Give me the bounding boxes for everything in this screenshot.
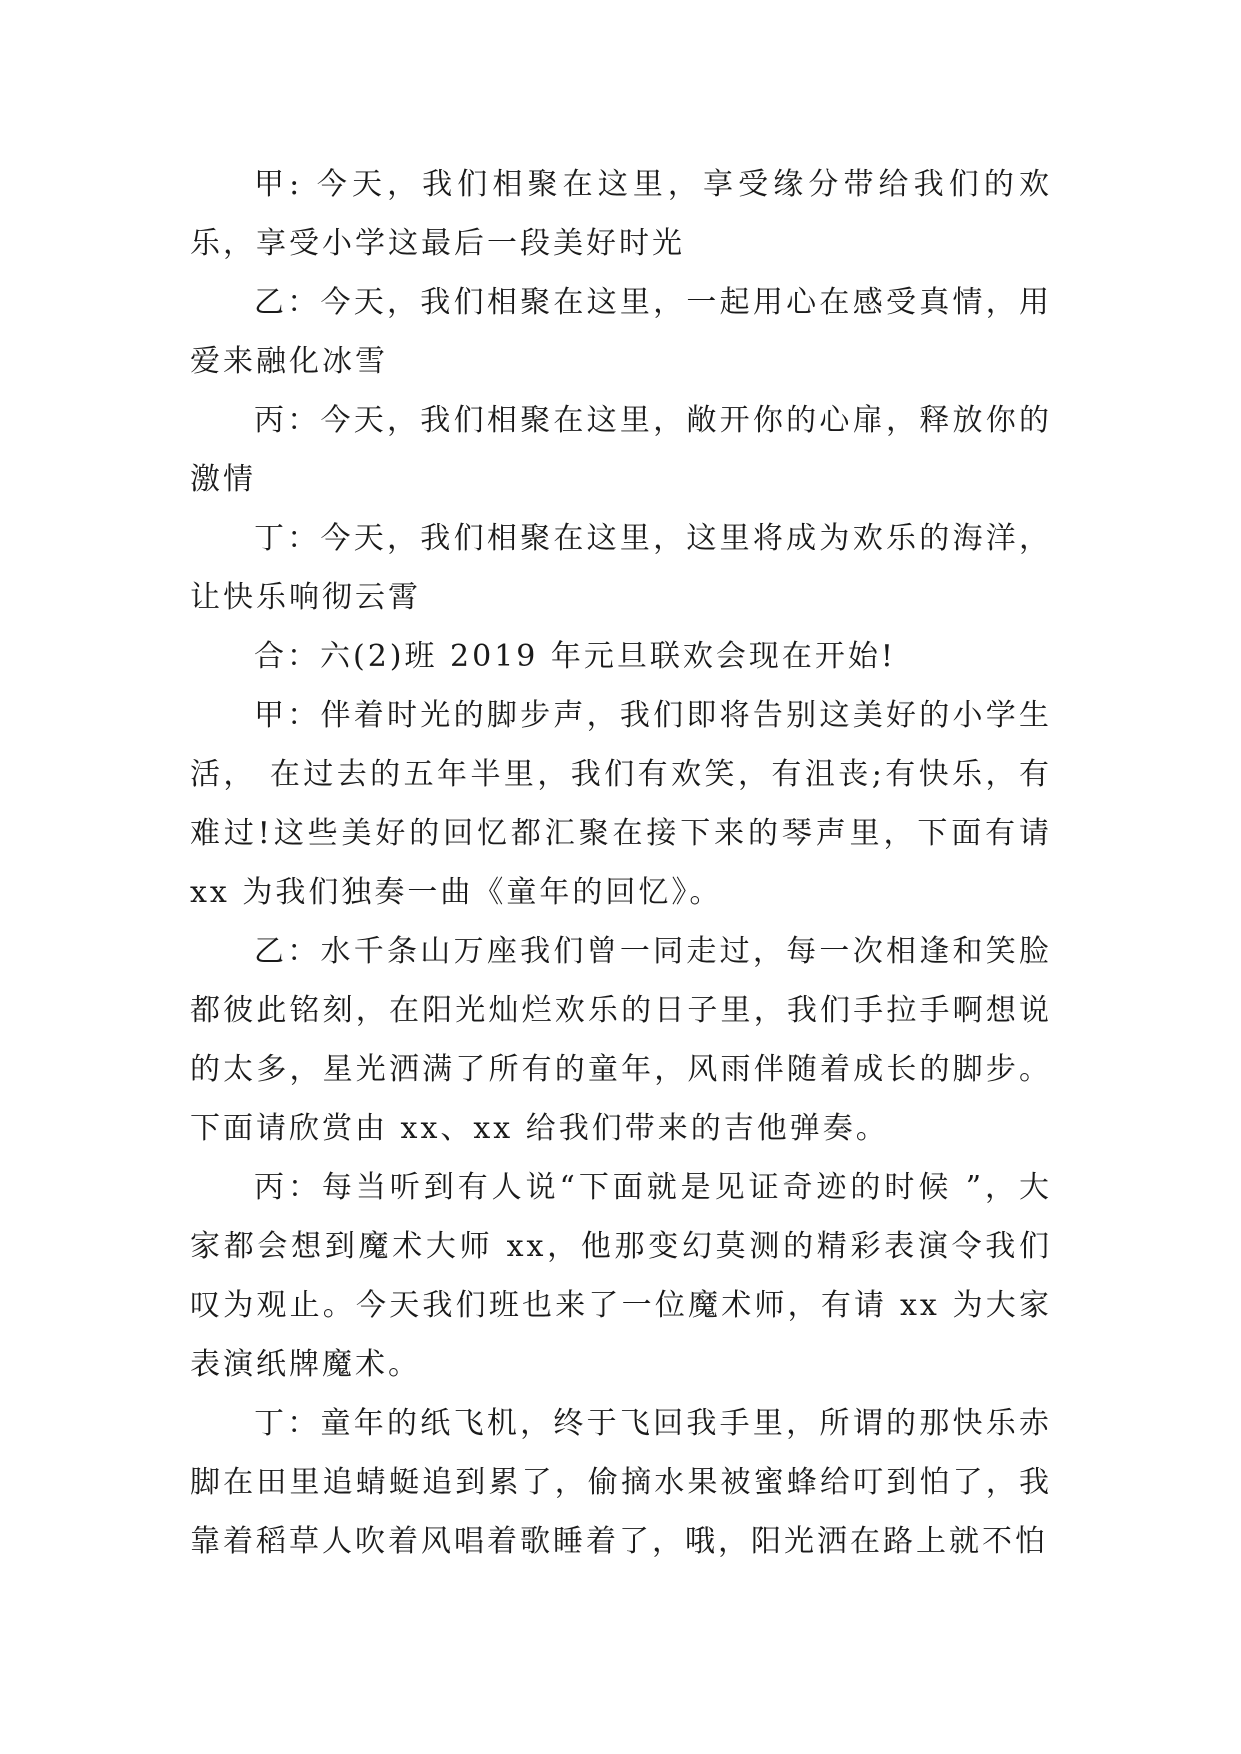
paragraph-jia-opening: 甲: 今天，我们相聚在这里，享受缘分带给我们的欢乐，享受小学这最后一段美好时光 [190, 167, 1052, 261]
paragraph-all-announcement: 合：六(2)班 2019 年元旦联欢会现在开始! [254, 639, 896, 674]
paragraph-yi-guitar: 乙：水千条山万座我们曾一同走过，每一次相逢和笑脸都彼此铭刻，在阳光灿烂欢乐的日子里，我们手拉手啊想说的太多，星光洒满了所有的童年，风雨伴随着成长的脚步。下面请欣赏由 xx、xx 给我们带来的吉他弹奏。 [190, 934, 1052, 1146]
paragraph-yi-opening: 乙：今天，我们相聚在这里，一起用心在感受真情，用爱来融化冰雪 [190, 285, 1052, 379]
paragraph-ding-childhood: 丁：童年的纸飞机，终于飞回我手里，所谓的那快乐赤脚在田里追蜻蜓追到累了，偷摘水果被蜜蜂给叮到怕了，我靠着稻草人吹着风唱着歌睡着了，哦，阳光洒在路上就不怕 [190, 1406, 1052, 1559]
paragraph-jia-piano: 甲：伴着时光的脚步声，我们即将告别这美好的小学生活， 在过去的五年半里，我们有欢笑，有沮丧;有快乐，有难过!这些美好的回忆都汇聚在接下来的琴声里，下面有请 xx 为我们独奏一曲《童年的回忆》。 [190, 698, 1052, 910]
paragraph-ding-opening: 丁：今天，我们相聚在这里，这里将成为欢乐的海洋，让快乐响彻云霄 [190, 521, 1052, 615]
document-body [190, 155, 1052, 1571]
paragraph-bing-opening: 丙：今天，我们相聚在这里，敞开你的心扉，释放你的激情 [190, 403, 1052, 497]
paragraph-bing-magic: 丙：每当听到有人说“下面就是见证奇迹的时候 ”，大家都会想到魔术大师 xx，他那变幻莫测的精彩表演令我们叹为观止。今天我们班也来了一位魔术师，有请 xx 为大家表演纸牌魔术。 [190, 1170, 1052, 1382]
